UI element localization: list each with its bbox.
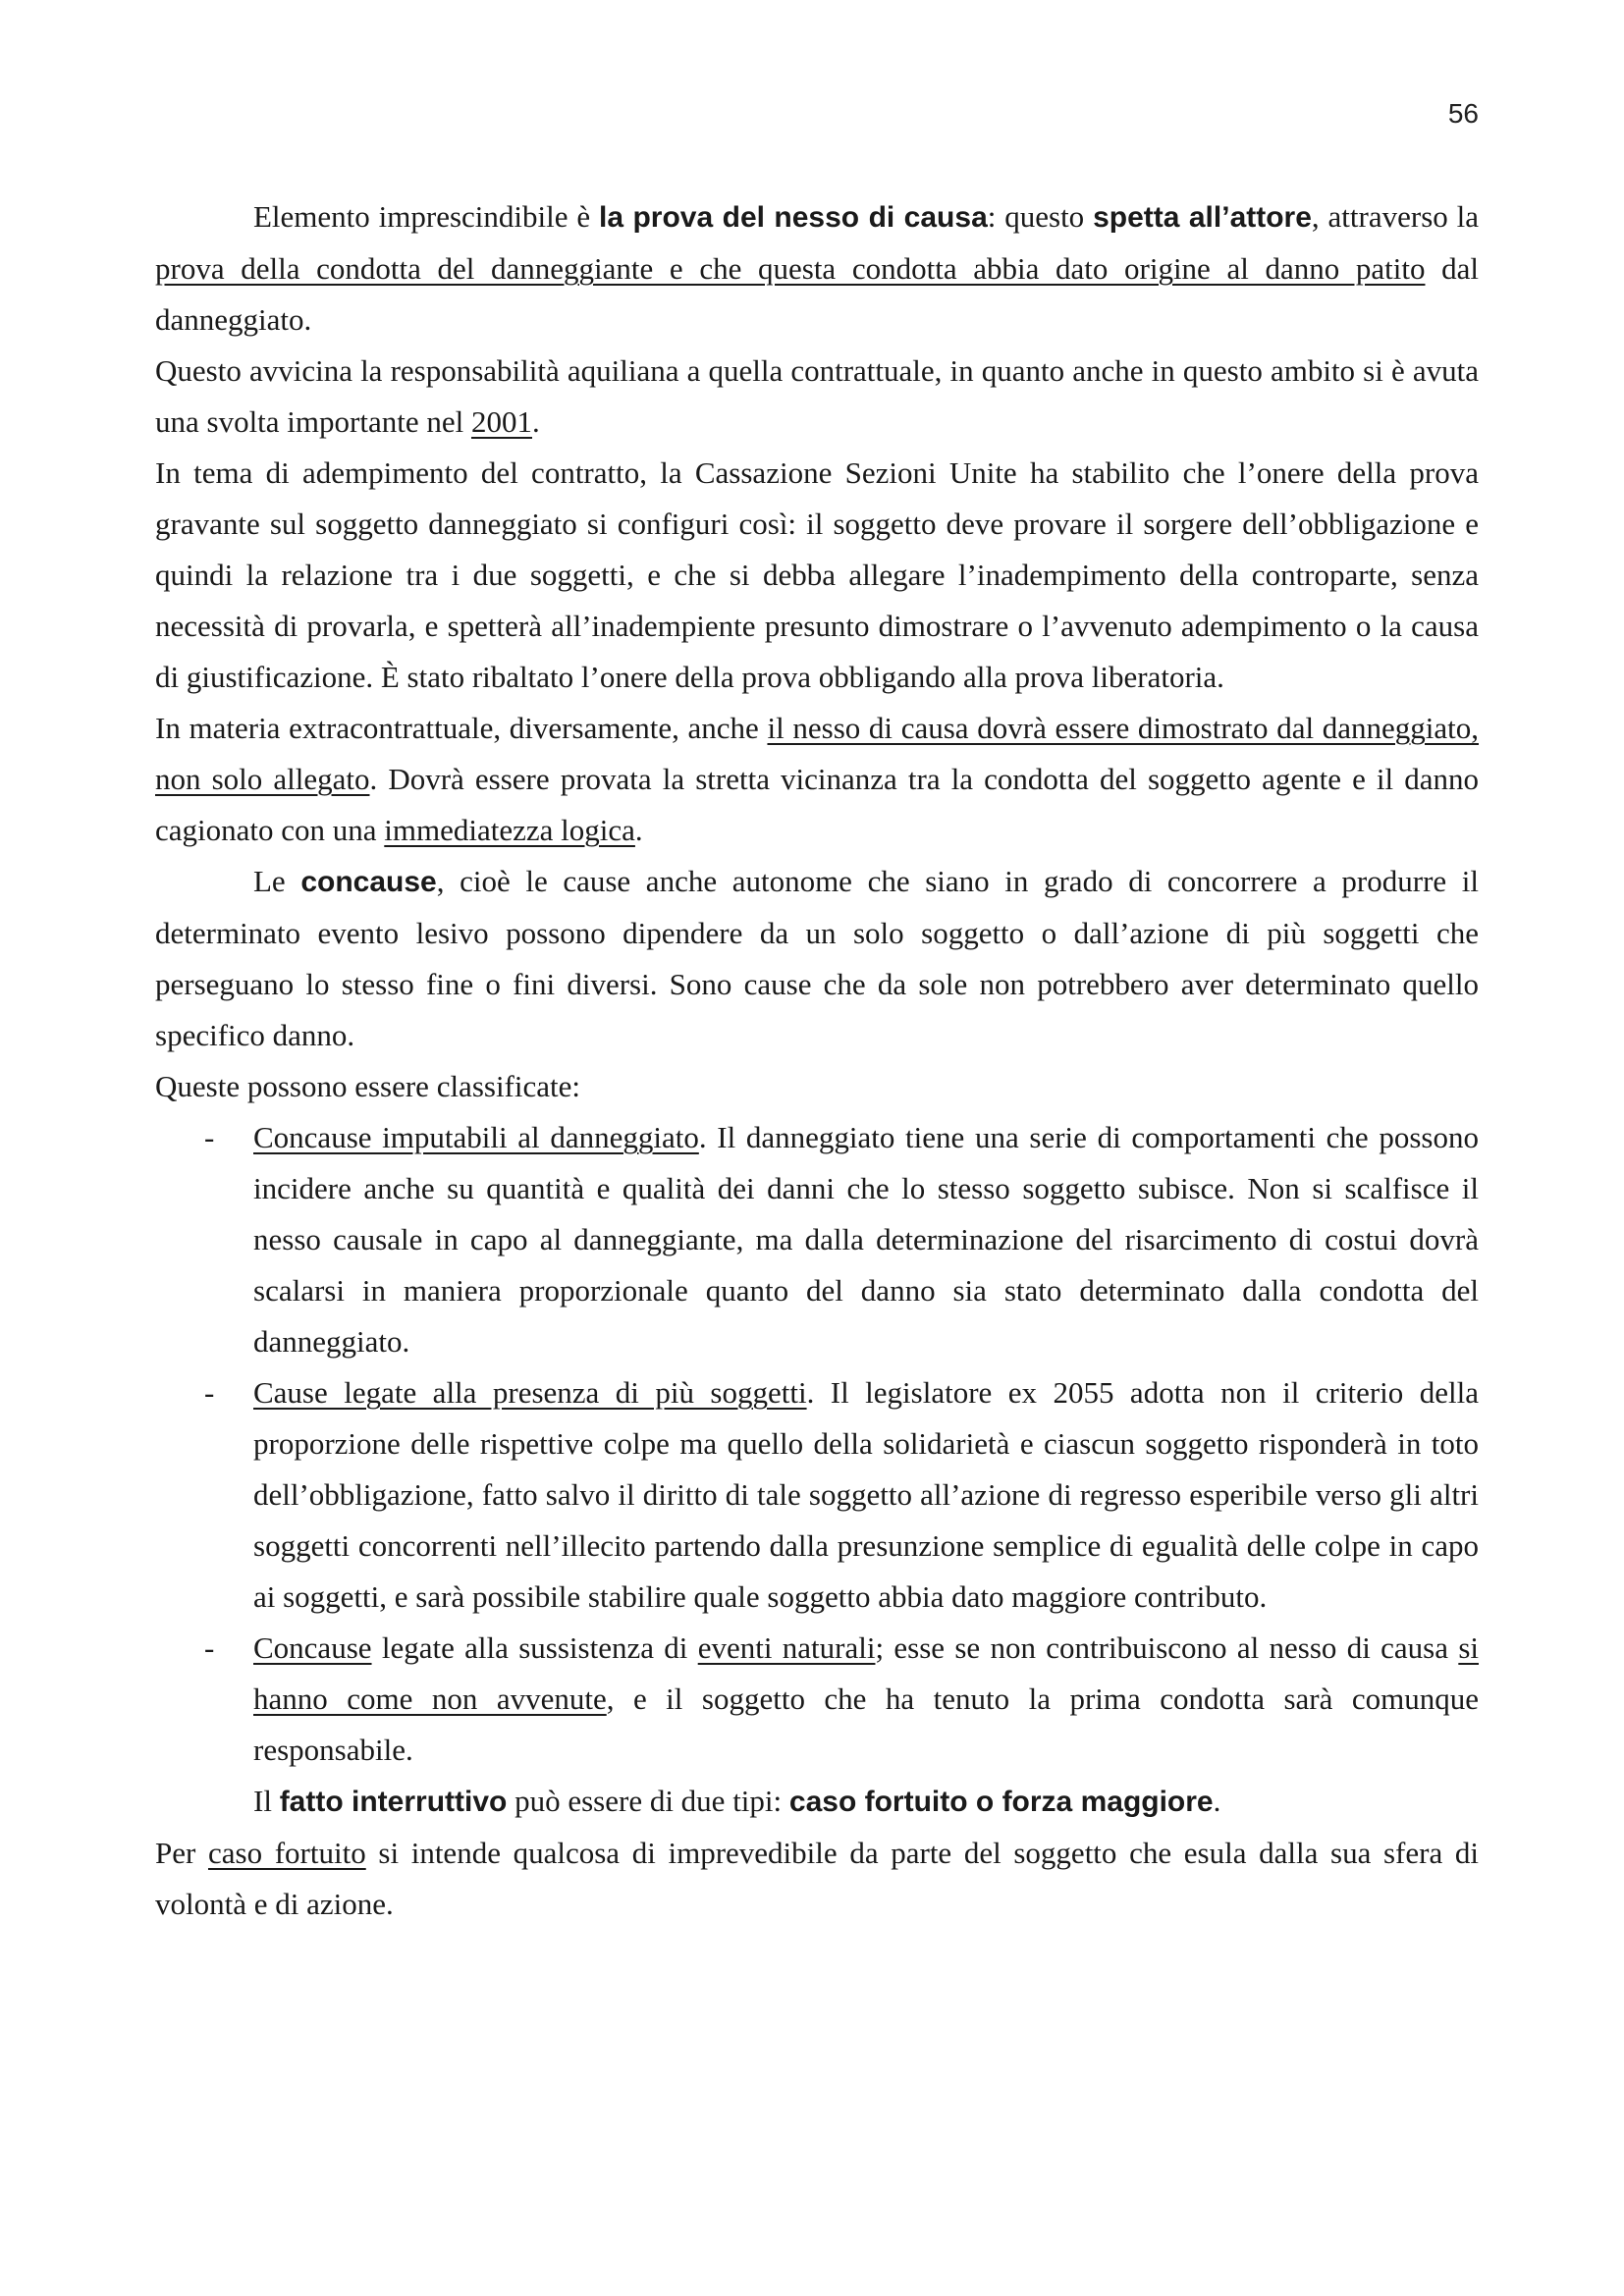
dash-bullet: - [204,1630,215,1665]
bold-run: spetta all’attore [1093,201,1312,234]
paragraph-adempimento: In tema di adempimento del contratto, la Cassazione Sezioni Unite ha stabilito che l’onere della prova gravante sul soggetto danneggiato si configuri così: il soggetto deve provare il sorgere dell’obbligazione e quindi la relazione tra i due soggetti, e che si debba allegare l’inadempimento della controparte, senza necessità di provarla, e spetterà all’inadempiente presunto dimostrare o l’avvenuto adempimento o la causa di giustificazione. È stato ribaltato l’onere della prova obbligando alla prova liberatoria. [155,455,1479,694]
paragraph-responsabilita [155,346,1479,448]
dash-bullet: - [204,1375,215,1410]
paragraph-fatto-interruttivo [155,1776,1479,1828]
text-run: può essere di due tipi: [507,1784,789,1818]
concause-list [155,1112,1479,1776]
underlined-run: 2001 [470,404,532,439]
list-item [155,1112,1479,1367]
bold-run: la prova del nesso di causa [599,201,988,234]
paragraph-extracontrattuale [155,703,1479,856]
underlined-run: prova della condotta del danneggiante e che questa condotta abbia dato origine al danno patito [155,251,1426,286]
bold-run: caso fortuito o forza maggiore [788,1786,1214,1818]
text-run: , attraverso la [1311,199,1479,234]
text-run: , cioè le cause anche autonome che siano in grado di concorrere a produrre il determinato evento lesivo possono dipendere da un solo soggetto o dall’azione di più soggetti che perseguano lo stesso fine o fini diversi. Sono cause che da sole non potrebbero aver determinato quello specifico danno. [155,864,1479,1052]
text-run: In materia extracontrattuale, diversamente, anche [155,711,768,745]
list-item [155,1367,1479,1623]
text-run: Il [253,1784,280,1818]
paragraph-caso-fortuito [155,1828,1479,1930]
text-run: . [634,813,643,847]
text-run: . Il legislatore ex 2055 adotta non il criterio della proporzione delle rispettive colpe ma quello della solidarietà e ciascun soggetto risponderà in toto dell’obbligazione, fatto salvo il diritto di tale soggetto all’azione di regresso esperibile verso gli altri soggetti concorrenti nell’illecito partendo dalla presunzione semplice di egualità delle colpe in capo ai soggetti, e sarà possibile stabilire quale soggetto abbia dato maggiore contributo. [253,1375,1479,1614]
text-run: : questo [987,199,1094,234]
text-run: . [1213,1784,1221,1818]
underlined-run: si hanno come non avvenute [253,1630,1479,1716]
bold-run: fatto interruttivo [279,1786,508,1818]
text-run: si intende qualcosa di imprevedibile da parte del soggetto che esula dalla sua sfera di volontà e di azione. [155,1836,1479,1921]
underlined-run: immediatezza logica [384,813,635,847]
paragraph-classificazione: Queste possono essere classificate: [155,1069,581,1103]
paragraph-nesso-di-causa [155,191,1479,346]
paragraph-concause [155,856,1479,1061]
list-item [155,1623,1479,1776]
underlined-run: Concause [253,1630,372,1665]
text-run: dal danneggiato. [155,251,1480,337]
bold-run: concause [300,866,437,898]
text-run: . [531,404,540,439]
dash-bullet: - [204,1120,215,1154]
underlined-run: eventi naturali [697,1630,876,1665]
text-run: ; esse se non contribuiscono al nesso di causa [875,1630,1459,1665]
underlined-run: Cause legate alla presenza di più soggetti [253,1375,807,1410]
underlined-run: caso fortuito [207,1836,366,1870]
text-run: Elemento imprescindibile è [253,199,599,234]
text-run: legate alla sussistenza di [371,1630,698,1665]
page-number: 56 [1447,98,1479,129]
text-run: Questo avvicina la responsabilità aquiliana a quella contrattuale, in quanto anche in questo ambito si è avuta una svolta importante nel [155,353,1479,439]
body-text [155,191,1479,1930]
underlined-run: il nesso di causa dovrà essere dimostrato dal danneggiato, non solo allegato [155,711,1479,796]
text-run: , e il soggetto che ha tenuto la prima condotta sarà comunque responsabile. [253,1682,1479,1767]
text-run: . Dovrà essere provata la stretta vicinanza tra la condotta del soggetto agente e il danno cagionato con una [155,762,1479,847]
underlined-run: Concause imputabili al danneggiato [253,1120,699,1154]
text-run: Per [155,1836,208,1870]
text-run: . Il danneggiato tiene una serie di comportamenti che possono incidere anche su quantità e qualità dei danni che lo stesso soggetto subisce. Non si scalfisce il nesso causale in capo al danneggiante, ma dalla determinazione del risarcimento di costui dovrà scalarsi in maniera proporzionale quanto del danno sia stato determinato dalla condotta del danneggiato. [253,1120,1479,1359]
text-run: Le [253,864,301,898]
